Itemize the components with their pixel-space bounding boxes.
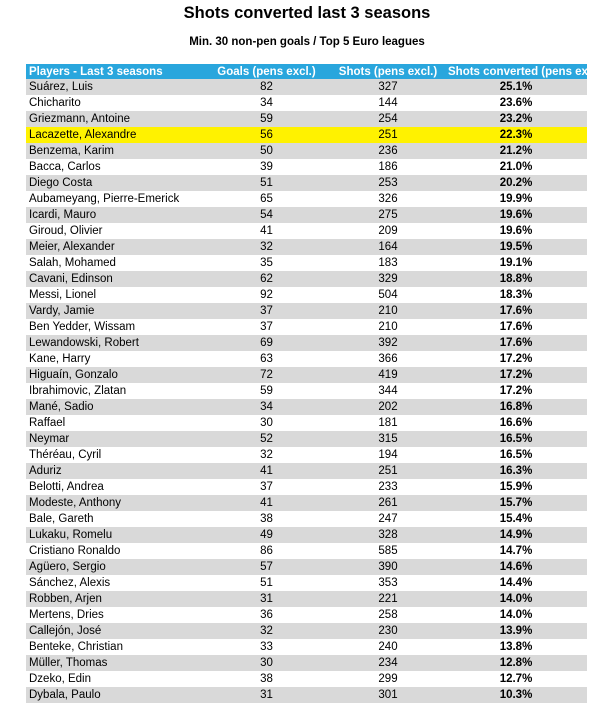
shots-cell: 181	[331, 415, 445, 431]
goals-cell: 32	[202, 447, 331, 463]
shots-cell: 230	[331, 623, 445, 639]
table-row	[26, 159, 587, 175]
shots-cell: 327	[331, 79, 445, 95]
conversion-cell: 19.5%	[445, 239, 587, 255]
player-name-cell: Aduriz	[26, 463, 202, 479]
goals-cell: 82	[202, 79, 331, 95]
player-name-cell: Lacazette, Alexandre	[26, 127, 202, 143]
table-row	[26, 95, 587, 111]
shots-table	[26, 64, 605, 703]
table-row	[26, 303, 587, 319]
table-row	[26, 175, 587, 191]
goals-cell: 41	[202, 223, 331, 239]
goals-cell: 38	[202, 671, 331, 687]
player-name-cell: Callejón, José	[26, 623, 202, 639]
goals-cell: 31	[202, 591, 331, 607]
goals-cell: 50	[202, 143, 331, 159]
page-subtitle: Min. 30 non-pen goals / Top 5 Euro leagues	[189, 36, 425, 48]
shots-cell: 202	[331, 399, 445, 415]
goals-cell: 92	[202, 287, 331, 303]
shots-cell: 233	[331, 479, 445, 495]
goals-cell: 33	[202, 639, 331, 655]
player-name-cell: Meier, Alexander	[26, 239, 202, 255]
page-title: Shots converted last 3 seasons	[183, 4, 431, 22]
player-name-cell: Benzema, Karim	[26, 143, 202, 159]
goals-cell: 36	[202, 607, 331, 623]
goals-cell: 52	[202, 431, 331, 447]
shots-cell: 234	[331, 655, 445, 671]
shots-cell: 247	[331, 511, 445, 527]
conversion-cell: 25.1%	[445, 79, 587, 95]
player-name-cell: Kane, Harry	[26, 351, 202, 367]
table-row	[26, 191, 587, 207]
conversion-cell: 17.2%	[445, 383, 587, 399]
goals-cell: 32	[202, 623, 331, 639]
player-name-cell: Aubameyang, Pierre-Emerick	[26, 191, 202, 207]
table-row	[26, 575, 587, 591]
shots-cell: 326	[331, 191, 445, 207]
goals-cell: 41	[202, 463, 331, 479]
conversion-cell: 16.5%	[445, 447, 587, 463]
header-conversion: Shots converted (pens excl.)	[445, 64, 587, 79]
conversion-cell: 18.8%	[445, 271, 587, 287]
conversion-cell: 16.3%	[445, 463, 587, 479]
shots-cell: 210	[331, 319, 445, 335]
shots-cell: 221	[331, 591, 445, 607]
goals-cell: 62	[202, 271, 331, 287]
table-row	[26, 383, 587, 399]
player-name-cell: Cavani, Edinson	[26, 271, 202, 287]
goals-cell: 39	[202, 159, 331, 175]
conversion-cell: 14.4%	[445, 575, 587, 591]
table-row	[26, 495, 587, 511]
conversion-cell: 19.6%	[445, 223, 587, 239]
conversion-cell: 14.0%	[445, 607, 587, 623]
shots-cell: 194	[331, 447, 445, 463]
player-name-cell: Raffael	[26, 415, 202, 431]
shots-cell: 353	[331, 575, 445, 591]
goals-cell: 30	[202, 415, 331, 431]
goals-cell: 59	[202, 111, 331, 127]
player-name-cell: Belotti, Andrea	[26, 479, 202, 495]
shots-cell: 164	[331, 239, 445, 255]
shots-cell: 183	[331, 255, 445, 271]
table-row	[26, 447, 587, 463]
player-name-cell: Mertens, Dries	[26, 607, 202, 623]
table-row	[26, 559, 587, 575]
header-player: Players - Last 3 seasons	[26, 64, 202, 79]
goals-cell: 35	[202, 255, 331, 271]
player-name-cell: Lewandowski, Robert	[26, 335, 202, 351]
goals-cell: 37	[202, 303, 331, 319]
shots-cell: 390	[331, 559, 445, 575]
conversion-cell: 14.9%	[445, 527, 587, 543]
goals-cell: 49	[202, 527, 331, 543]
shots-cell: 392	[331, 335, 445, 351]
goals-cell: 31	[202, 687, 331, 703]
goals-cell: 72	[202, 367, 331, 383]
conversion-cell: 17.6%	[445, 319, 587, 335]
player-name-cell: Ibrahimovic, Zlatan	[26, 383, 202, 399]
player-name-cell: Neymar	[26, 431, 202, 447]
conversion-cell: 13.8%	[445, 639, 587, 655]
player-name-cell: Ben Yedder, Wissam	[26, 319, 202, 335]
shots-cell: 275	[331, 207, 445, 223]
shots-cell: 240	[331, 639, 445, 655]
shots-cell: 236	[331, 143, 445, 159]
table-row	[26, 239, 587, 255]
player-name-cell: Suárez, Luis	[26, 79, 202, 95]
table-row	[26, 687, 587, 703]
goals-cell: 63	[202, 351, 331, 367]
shots-cell: 301	[331, 687, 445, 703]
player-name-cell: Icardi, Mauro	[26, 207, 202, 223]
player-name-cell: Robben, Arjen	[26, 591, 202, 607]
table-row	[26, 335, 587, 351]
conversion-cell: 10.3%	[445, 687, 587, 703]
conversion-cell: 21.2%	[445, 143, 587, 159]
player-name-cell: Müller, Thomas	[26, 655, 202, 671]
table-row	[26, 111, 587, 127]
table-row	[26, 223, 587, 239]
goals-cell: 56	[202, 127, 331, 143]
table-row	[26, 623, 587, 639]
shots-cell: 329	[331, 271, 445, 287]
player-name-cell: Dzeko, Edin	[26, 671, 202, 687]
player-name-cell: Griezmann, Antoine	[26, 111, 202, 127]
conversion-cell: 17.6%	[445, 303, 587, 319]
conversion-cell: 22.3%	[445, 127, 587, 143]
conversion-cell: 16.8%	[445, 399, 587, 415]
conversion-cell: 23.2%	[445, 111, 587, 127]
shots-cell: 504	[331, 287, 445, 303]
conversion-cell: 15.4%	[445, 511, 587, 527]
player-name-cell: Chicharito	[26, 95, 202, 111]
goals-cell: 51	[202, 175, 331, 191]
shots-cell: 254	[331, 111, 445, 127]
conversion-cell: 19.1%	[445, 255, 587, 271]
player-name-cell: Théréau, Cyril	[26, 447, 202, 463]
conversion-cell: 13.9%	[445, 623, 587, 639]
shots-cell: 328	[331, 527, 445, 543]
table-body	[26, 79, 587, 703]
shots-cell: 366	[331, 351, 445, 367]
conversion-cell: 19.6%	[445, 207, 587, 223]
goals-cell: 41	[202, 495, 331, 511]
goals-cell: 34	[202, 95, 331, 111]
goals-cell: 34	[202, 399, 331, 415]
conversion-cell: 21.0%	[445, 159, 587, 175]
goals-cell: 30	[202, 655, 331, 671]
table-row	[26, 527, 587, 543]
table-row	[26, 431, 587, 447]
table-row	[26, 255, 587, 271]
player-name-cell: Dybala, Paulo	[26, 687, 202, 703]
conversion-cell: 15.9%	[445, 479, 587, 495]
shots-cell: 344	[331, 383, 445, 399]
player-name-cell: Higuaín, Gonzalo	[26, 367, 202, 383]
player-name-cell: Agüero, Sergio	[26, 559, 202, 575]
conversion-cell: 23.6%	[445, 95, 587, 111]
shots-cell: 186	[331, 159, 445, 175]
goals-cell: 65	[202, 191, 331, 207]
table-row	[26, 479, 587, 495]
player-name-cell: Lukaku, Romelu	[26, 527, 202, 543]
goals-cell: 59	[202, 383, 331, 399]
shots-cell: 144	[331, 95, 445, 111]
table-row	[26, 639, 587, 655]
conversion-cell: 15.7%	[445, 495, 587, 511]
player-name-cell: Benteke, Christian	[26, 639, 202, 655]
table-row	[26, 655, 587, 671]
table-row	[26, 607, 587, 623]
header-goals: Goals (pens excl.)	[202, 64, 331, 79]
conversion-cell: 14.7%	[445, 543, 587, 559]
table-row	[26, 591, 587, 607]
conversion-cell: 17.2%	[445, 351, 587, 367]
table-row	[26, 511, 587, 527]
table-row	[26, 271, 587, 287]
goals-cell: 57	[202, 559, 331, 575]
player-name-cell: Giroud, Olivier	[26, 223, 202, 239]
shots-cell: 585	[331, 543, 445, 559]
conversion-cell: 12.7%	[445, 671, 587, 687]
shots-cell: 299	[331, 671, 445, 687]
conversion-cell: 16.5%	[445, 431, 587, 447]
player-name-cell: Bacca, Carlos	[26, 159, 202, 175]
goals-cell: 37	[202, 479, 331, 495]
player-name-cell: Messi, Lionel	[26, 287, 202, 303]
table-row	[26, 671, 587, 687]
table-row	[26, 543, 587, 559]
table-row	[26, 319, 587, 335]
table-row	[26, 207, 587, 223]
player-name-cell: Vardy, Jamie	[26, 303, 202, 319]
conversion-cell: 20.2%	[445, 175, 587, 191]
goals-cell: 86	[202, 543, 331, 559]
shots-cell: 251	[331, 463, 445, 479]
conversion-cell: 14.0%	[445, 591, 587, 607]
player-name-cell: Modeste, Anthony	[26, 495, 202, 511]
conversion-cell: 12.8%	[445, 655, 587, 671]
shots-cell: 419	[331, 367, 445, 383]
shots-cell: 210	[331, 303, 445, 319]
table-row	[26, 367, 587, 383]
table-row	[26, 143, 587, 159]
shots-cell: 261	[331, 495, 445, 511]
conversion-cell: 17.6%	[445, 335, 587, 351]
conversion-cell: 19.9%	[445, 191, 587, 207]
table-row	[26, 79, 587, 95]
player-name-cell: Sánchez, Alexis	[26, 575, 202, 591]
table-row	[26, 287, 587, 303]
player-name-cell: Bale, Gareth	[26, 511, 202, 527]
header-shots: Shots (pens excl.)	[331, 64, 445, 79]
shots-cell: 209	[331, 223, 445, 239]
table-row	[26, 127, 587, 143]
shots-cell: 258	[331, 607, 445, 623]
shots-cell: 253	[331, 175, 445, 191]
table-header-row	[26, 64, 587, 79]
goals-cell: 54	[202, 207, 331, 223]
conversion-cell: 14.6%	[445, 559, 587, 575]
table-row	[26, 463, 587, 479]
goals-cell: 38	[202, 511, 331, 527]
table-row	[26, 415, 587, 431]
goals-cell: 37	[202, 319, 331, 335]
player-name-cell: Salah, Mohamed	[26, 255, 202, 271]
table-row	[26, 351, 587, 367]
conversion-cell: 16.6%	[445, 415, 587, 431]
conversion-cell: 18.3%	[445, 287, 587, 303]
shots-cell: 315	[331, 431, 445, 447]
conversion-cell: 17.2%	[445, 367, 587, 383]
goals-cell: 51	[202, 575, 331, 591]
goals-cell: 69	[202, 335, 331, 351]
goals-cell: 32	[202, 239, 331, 255]
player-name-cell: Cristiano Ronaldo	[26, 543, 202, 559]
table-row	[26, 399, 587, 415]
player-name-cell: Mané, Sadio	[26, 399, 202, 415]
shots-cell: 251	[331, 127, 445, 143]
player-name-cell: Diego Costa	[26, 175, 202, 191]
